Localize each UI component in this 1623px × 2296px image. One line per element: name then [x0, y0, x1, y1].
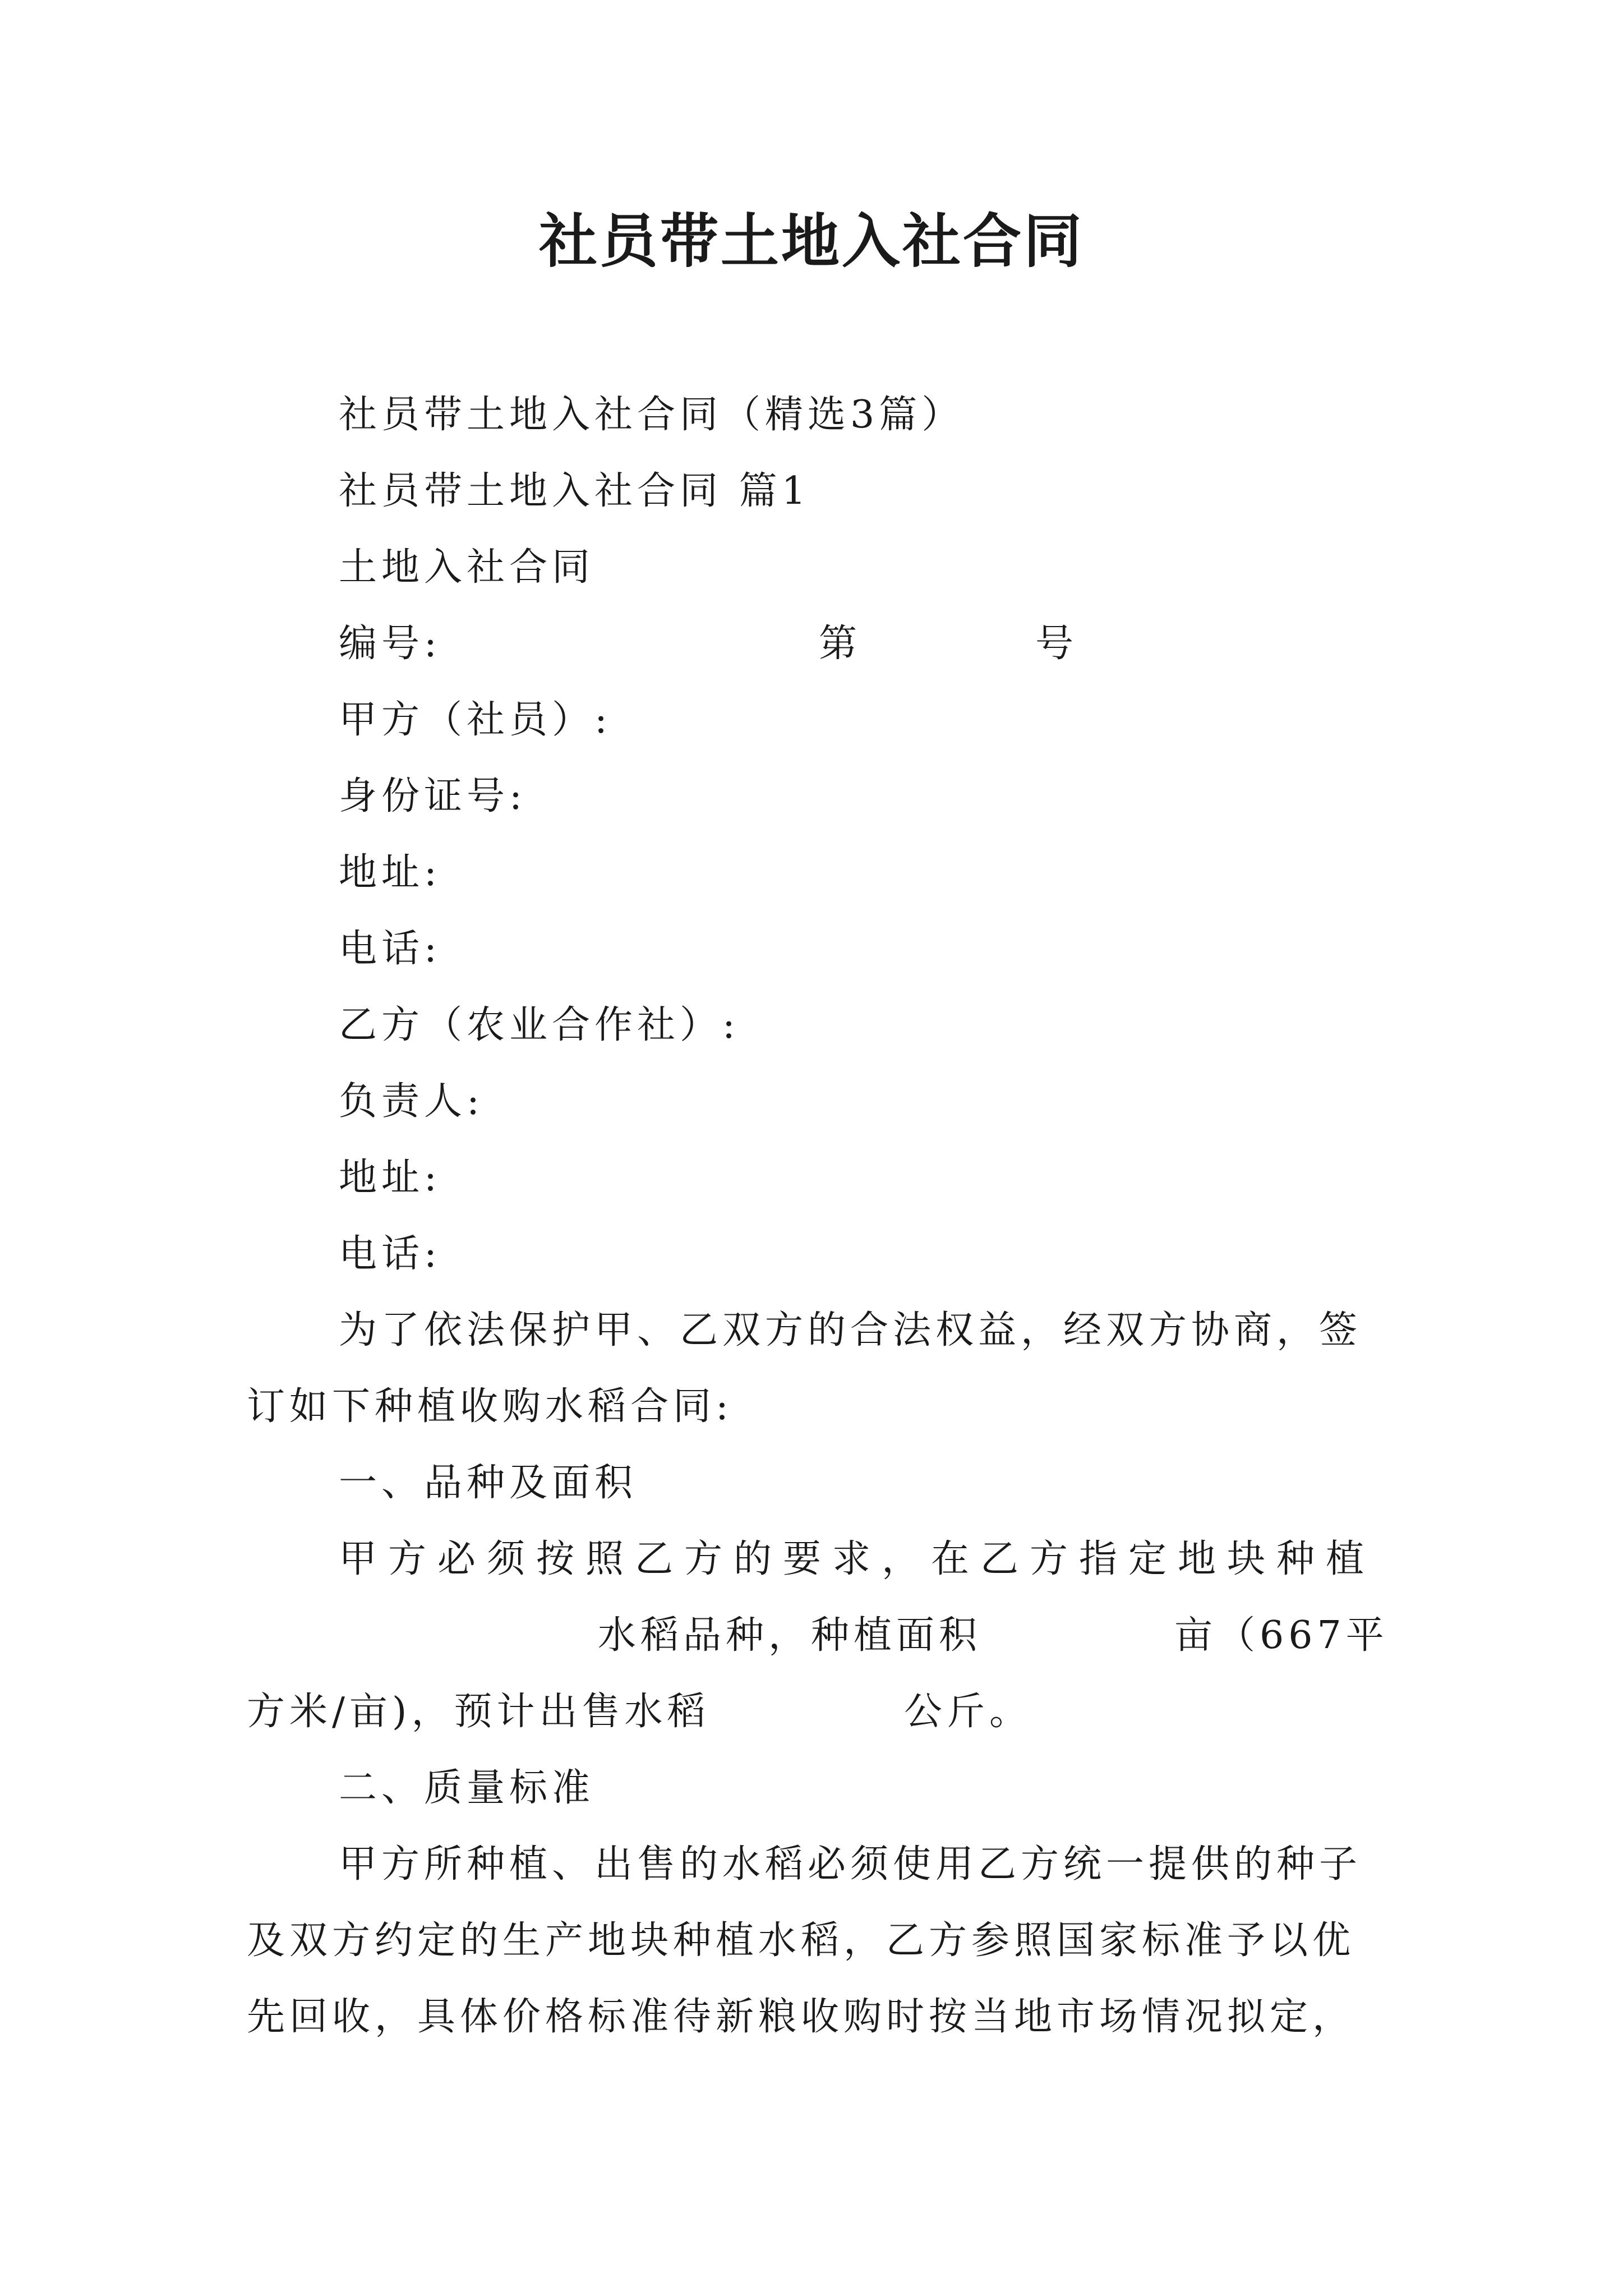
- clause-1-line2b: 亩（667平: [1174, 1613, 1389, 1658]
- clause-1-heading: 一、品种及面积: [339, 1461, 638, 1505]
- party-b-address-label: 地址:: [339, 1156, 441, 1200]
- clause-2-heading: 二、质量标准: [339, 1766, 595, 1810]
- party-a-phone-label: 电话:: [339, 927, 441, 971]
- number-hao: 号: [1035, 622, 1078, 666]
- clause-2-line1: 甲方所种植、出售的水稻必须使用乙方统一提供的种子: [339, 1842, 1362, 1887]
- number-di: 第: [819, 622, 862, 666]
- section-heading: 社员带土地入社合同 篇1: [339, 469, 810, 513]
- clause-1-line1: [339, 1531, 1386, 1588]
- clause-1-line2a: 水稻品种，种植面积: [598, 1613, 982, 1658]
- clause-2-line3: 先回收，具体价格标准待新粮收购时按当地市场情况拟定，: [247, 1995, 1355, 2039]
- party-a-label: 甲方（社员）:: [339, 698, 612, 742]
- clause-2-line2: 及双方约定的生产地块种植水稻，乙方参照国家标准予以优: [247, 1918, 1355, 1963]
- id-number-label: 身份证号:: [339, 774, 527, 818]
- clause-1-line3a: 方米/亩)，预计出售水稻: [247, 1690, 710, 1734]
- document-title: 社员带土地入社合同: [538, 206, 1084, 275]
- paragraph-intro-line1: 为了依法保护甲、乙双方的合法权益，经双方协商，签: [339, 1308, 1362, 1352]
- party-b-label: 乙方（农业合作社）:: [339, 1003, 740, 1047]
- clause-1-line3b: 公斤。: [904, 1690, 1032, 1734]
- party-b-phone-label: 电话:: [339, 1232, 441, 1276]
- contract-name: 土地入社合同: [339, 545, 595, 590]
- party-a-address-label: 地址:: [339, 850, 441, 895]
- responsible-person-label: 负责人:: [339, 1079, 484, 1124]
- number-label: 编号:: [339, 622, 441, 666]
- clause-1-text: 甲方必须按照乙方的要求，在乙方指定地块种植: [339, 1537, 1376, 1581]
- paragraph-intro-line2: 订如下种植收购水稻合同:: [247, 1384, 733, 1429]
- subtitle-line: 社员带土地入社合同（精选3篇）: [339, 393, 965, 437]
